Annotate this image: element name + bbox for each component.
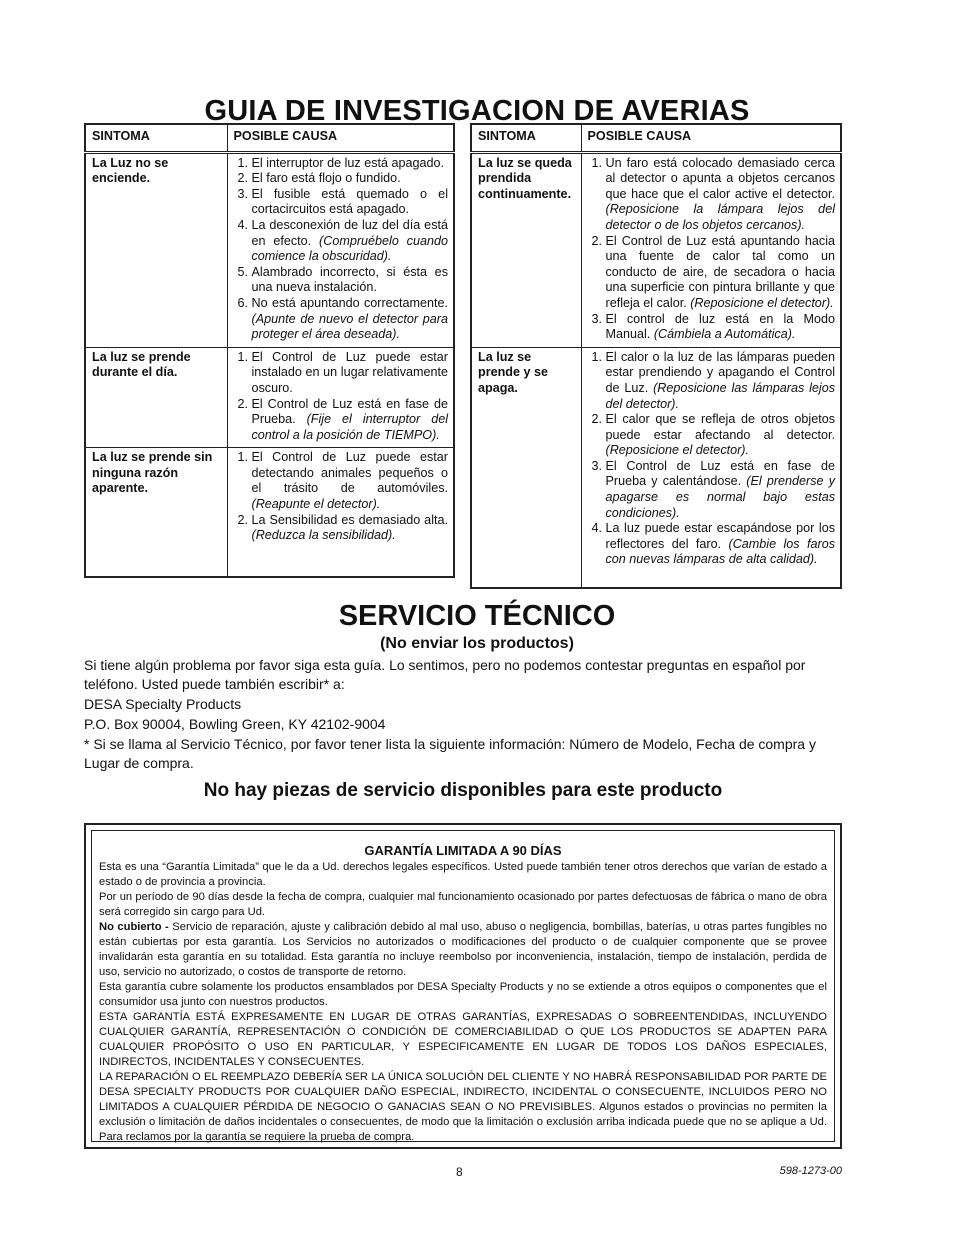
cause-text: El Control de Luz está en fase de Prueba. <box>251 396 448 427</box>
cause-item <box>252 397 449 444</box>
service-intro: Si tiene algún problema por favor siga esta guía. Lo sentimos, pero no podemos contestar preguntas en español por teléfono. Usted puede también escribir* a: <box>84 657 806 692</box>
cause-list <box>234 156 449 343</box>
cause-item <box>606 156 836 234</box>
troubleshooting-table-right <box>470 123 842 589</box>
symptom-cell: La luz se prende y se apaga. <box>471 347 581 588</box>
cause-text: El control de luz está en la Modo Manual. <box>605 311 835 342</box>
cause-remedy: (Reposicione la lámpara lejos del detector o de los objetos cercanos). <box>605 202 835 232</box>
symptom-cell: La Luz no se enciende. <box>92 155 169 186</box>
cause-item <box>252 218 449 265</box>
cause-text: Un faro está colocado demasiado cerca al detector o apunta a objetos cercanos que hace que el calor active el detector. <box>605 155 835 201</box>
cause-text: La desconexión de luz del día está en efecto. <box>251 217 448 248</box>
table-row <box>471 347 841 588</box>
cause-item <box>252 450 449 512</box>
not-covered-text: Servicio de reparación, ajuste y calibración debido al mal uso, abuso o negligencia, bombillas, baterías, u otras partes fungibles no están cubiertas por esta garantía. Los Servicios no autorizados o modificaciones del producto o de cualquier componente que se provee invalidarán esta garantía en su totalidad. Esta garantía no incluye reembolso por inconveniencia, instalación, tiempo de instalación, perdida de uso, servicio no autorizado, o costos de transporte de retorno. <box>99 921 827 978</box>
cause-list <box>588 350 836 568</box>
right-table-body <box>471 152 841 588</box>
symptom-cell: La luz se prende sin ninguna razón aparente. <box>85 448 227 577</box>
cause-header: POSIBLE CAUSA <box>227 124 454 152</box>
cause-remedy: (Cambie los faros con nuevas lámparas de alta calidad). <box>605 536 835 567</box>
page-number: 8 <box>456 1165 463 1179</box>
symptom-cell: La luz se prende durante el día. <box>85 347 227 448</box>
cause-text: El Control de Luz está en fase de Prueba y calentándose. <box>605 458 835 489</box>
cause-list <box>234 350 449 444</box>
liability-text: LA REPARACIÓN O EL REEMPLAZO DEBERÍA SER LA ÚNICA SOLUCIÓN DEL CLIENTE Y NO HABRÁ RESPONSABILIDAD POR PARTE DE DESA SPECIALTY PRODUCTS POR CUALQUIER DAÑO ESPECIAL, INDIRECTO, INCIDENTAL O CONSECUENTE, INCLUIDOS PERO NO LIMITADOS A CUALQUIER PÉRDIDA DE NEGOCIO O GANACIAS SEAN O NO PREVISIBLES. <box>99 1071 827 1113</box>
cause-text: La luz puede estar escapándose por los reflectores del faro. <box>605 521 835 551</box>
cause-remedy: (Reduzca la sensibilidad). <box>251 528 396 543</box>
page-title: GUIA DE INVESTIGACION DE AVERIAS <box>204 95 750 128</box>
document-code: 598-1273-00 <box>779 1165 842 1177</box>
left-table-body <box>85 152 454 577</box>
cause-text: El Control de Luz puede estar detectando animales pequeños o el trásito de automóviles. <box>251 450 448 496</box>
cause-cell <box>581 347 841 588</box>
not-covered-label: No cubierto - <box>99 921 169 933</box>
service-title: SERVICIO TÉCNICO <box>338 600 616 632</box>
warranty-box <box>84 823 842 1149</box>
company-address: P.O. Box 90004, Bowling Green, KY 42102-9004 <box>84 716 386 732</box>
cause-header: POSIBLE CAUSA <box>581 124 841 152</box>
warranty-paragraph: Esta garantía cubre solamente los productos ensamblados por DESA Specialty Products y no se extiende a otros equipos o componentes que el consumidor usa junto con nuestros productos. <box>99 981 827 1008</box>
symptom-header: SINTOMA <box>85 124 227 152</box>
cause-text: El calor o la luz de las lámparas pueden estar prendiendo y apagando el Control de Luz. <box>605 349 835 395</box>
cause-list <box>234 450 449 544</box>
cause-remedy: (Reposicione el detector). <box>690 295 834 310</box>
cause-item <box>606 312 836 343</box>
cause-cell <box>581 152 841 347</box>
table-row <box>85 347 454 448</box>
symptom-cell: La luz se queda prendida continuamente. <box>478 155 572 201</box>
cause-text: El faro está flojo o fundido. <box>251 171 401 186</box>
cause-item <box>606 459 836 521</box>
no-parts-notice: No hay piezas de servicio disponibles para este producto <box>203 780 723 801</box>
cause-item <box>252 296 449 343</box>
cause-cell <box>227 347 454 448</box>
cause-remedy: (Cámbiela a Automática). <box>653 327 796 342</box>
cause-text: El Control de Luz puede estar instalado en un lugar relativamente oscuro. <box>251 349 448 395</box>
cause-remedy: (Reposicione el detector). <box>605 443 749 458</box>
warranty-paragraph <box>99 920 827 980</box>
cause-text: Alambrado incorrecto, si ésta es una nueva instalación. <box>251 264 448 295</box>
service-footnote: * Si se llama al Servicio Técnico, por favor tener lista la siguiente información: Número de Modelo, Fecha de compra y Lugar de compra. <box>84 736 816 771</box>
cause-remedy: (El prenderse y apagarse es normal bajo estas condiciones). <box>605 474 835 520</box>
cause-item <box>606 234 836 312</box>
cause-remedy: (Reapunte el detector). <box>251 497 381 512</box>
cause-item <box>252 187 449 218</box>
cause-item <box>252 156 449 172</box>
cause-cell <box>227 152 454 347</box>
warranty-title: GARANTÍA LIMITADA A 90 DÍAS <box>364 843 562 858</box>
company-name: DESA Specialty Products <box>84 696 242 712</box>
cause-remedy: (Apunte de nuevo el detector para proteger el área deseada). <box>251 311 448 342</box>
cause-item <box>252 171 449 187</box>
cause-list <box>588 156 836 343</box>
cause-text: El interruptor de luz está apagado. <box>251 155 445 170</box>
cause-remedy: (Reposicione las lámparas lejos del detector). <box>605 380 836 411</box>
cause-text: No está apuntando correctamente. <box>251 295 448 310</box>
liability-tail: Algunos estados o provincias no permiten la exclusión o limitación de daños incidentales o consecuentes, de modo que la limitación o exclusión arriba indicada puede que no se aplique a Ud. Para reclamos por la garantía se requiere la prueba de compra. <box>99 1101 827 1143</box>
cause-item <box>606 521 836 568</box>
cause-item <box>252 350 449 397</box>
table-row <box>471 152 841 347</box>
cause-remedy: (Compruébelo cuando comience la obscuridad). <box>251 233 448 264</box>
cause-text: La Sensibilidad es demasiado alta. <box>251 512 448 527</box>
cause-item <box>606 350 836 412</box>
cause-text: El Control de Luz está apuntando hacia una fuente de calor tal como un conducto de aire, de secadora o hacia una superficie con pintura brillante y que refleja el calor. <box>605 233 835 310</box>
table-row <box>85 152 454 347</box>
warranty-paragraph: Por un período de 90 días desde la fecha de compra, cualquier mal funcionamiento ocasionado por partes defectuosas de fábrica o mano de obra será corregido sin cargo para Ud. <box>99 891 827 918</box>
cause-remedy: (Fije el interruptor del control a la posición de TIEMPO). <box>251 412 449 442</box>
cause-item <box>606 412 836 459</box>
cause-text: El fusible está quemado o el cortacircuitos está apagado. <box>251 186 448 217</box>
warranty-paragraph: Esta es una “Garantía Limitada” que le da a Ud. derechos legales específicos. Usted puede también tener otros derechos que varían de estado a estado o de provincia a provincia. <box>99 861 827 888</box>
cause-text: El calor que se refleja de otros objetos puede estar afectando al detector. <box>605 412 835 442</box>
cause-cell <box>227 448 454 577</box>
warranty-paragraph <box>99 1070 827 1145</box>
warranty-inner-frame <box>91 830 835 1142</box>
cause-item <box>252 513 449 544</box>
table-row <box>85 448 454 577</box>
symptom-header: SINTOMA <box>471 124 581 152</box>
service-subtitle: (No enviar los productos) <box>380 635 574 652</box>
warranty-paragraph: ESTA GARANTÍA ESTÁ EXPRESAMENTE EN LUGAR DE OTRAS GARANTÍAS, EXPRESADAS O SOBREENTENDIDAS, INCLUYENDO CUALQUIER GARANTÍA, REPRESENTACIÓN O CONDICIÓN DE COMERCIABILIDAD O QUE LOS PRODUCTOS SE ADAPTEN PARA CUALQUIER PROPÓSITO O USO EN PARTICULAR, Y ESPECIFICAMENTE EN LUGAR DE TODOS LOS DAÑOS ESPECIALES, INDIRECTOS, INCIDENTALES Y CONSECUENTES. <box>99 1011 827 1068</box>
cause-item <box>252 265 449 296</box>
troubleshooting-table-left <box>84 123 455 578</box>
